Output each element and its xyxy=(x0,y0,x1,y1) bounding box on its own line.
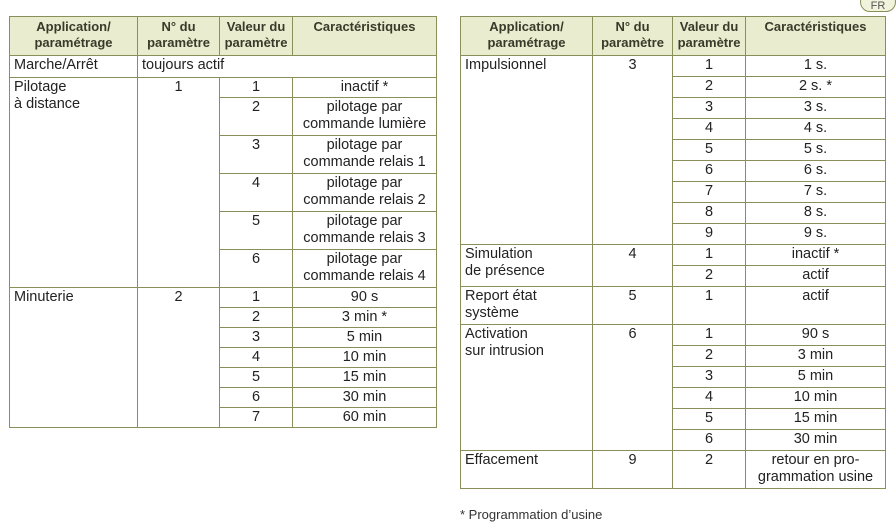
param-value-cell: 1 xyxy=(220,288,293,308)
characteristic-cell: 4 s. xyxy=(746,119,886,140)
characteristic-cell: 10 min xyxy=(293,348,437,368)
param-value-cell: 5 xyxy=(673,409,746,430)
param-value-cell: 3 xyxy=(220,328,293,348)
header-param-number: N° du paramètre xyxy=(593,17,673,56)
param-value-cell: 1 xyxy=(673,287,746,325)
language-badge: FR xyxy=(860,0,896,12)
characteristic-cell: 8 s. xyxy=(746,203,886,224)
characteristic-cell: 10 min xyxy=(746,388,886,409)
param-value-cell: 6 xyxy=(220,388,293,408)
characteristic-cell: 90 s xyxy=(293,288,437,308)
application-cell: Effacement xyxy=(461,451,593,489)
characteristic-cell: inactif * xyxy=(746,245,886,266)
param-value-cell: 6 xyxy=(220,250,293,288)
characteristic-cell: 6 s. xyxy=(746,161,886,182)
param-value-cell: 3 xyxy=(673,367,746,388)
param-number-cell: 4 xyxy=(593,245,673,287)
param-value-cell: 2 xyxy=(673,346,746,367)
header-application: Application/ paramétrage xyxy=(10,17,138,56)
param-number-cell: 2 xyxy=(138,288,220,428)
characteristic-cell: 15 min xyxy=(293,368,437,388)
footnote: * Programmation d’usine xyxy=(460,507,603,522)
characteristic-cell: 3 s. xyxy=(746,98,886,119)
characteristic-cell: pilotage par commande lumière xyxy=(293,98,437,136)
characteristic-cell: 5 s. xyxy=(746,140,886,161)
param-value-cell: 4 xyxy=(673,388,746,409)
table-row xyxy=(10,56,437,78)
param-value-cell: 1 xyxy=(673,245,746,266)
param-value-cell: 2 xyxy=(673,451,746,489)
table-row xyxy=(461,287,886,325)
characteristic-cell: 15 min xyxy=(746,409,886,430)
param-number-cell: 9 xyxy=(593,451,673,489)
characteristic-cell: pilotage par commande relais 4 xyxy=(293,250,437,288)
parameter-table-left xyxy=(9,16,437,428)
characteristic-cell: 30 min xyxy=(293,388,437,408)
param-value-cell: 6 xyxy=(673,161,746,182)
characteristic-cell: 9 s. xyxy=(746,224,886,245)
application-cell: Impulsionnel xyxy=(461,56,593,245)
application-cell: Simulation de présence xyxy=(461,245,593,287)
param-value-cell: 1 xyxy=(673,56,746,77)
param-value-cell: 4 xyxy=(673,119,746,140)
application-cell: Pilotage à distance xyxy=(10,78,138,288)
param-number-cell: 1 xyxy=(138,78,220,288)
param-value-cell: 6 xyxy=(673,430,746,451)
characteristic-cell: 90 s xyxy=(746,325,886,346)
header-application: Application/ paramétrage xyxy=(461,17,593,56)
characteristic-cell: inactif * xyxy=(293,78,437,98)
characteristic-cell: 60 min xyxy=(293,408,437,428)
parameter-table-right xyxy=(460,16,886,489)
characteristic-cell: 2 s. * xyxy=(746,77,886,98)
param-value-cell: 9 xyxy=(673,224,746,245)
characteristic-cell: 5 min xyxy=(746,367,886,388)
param-value-cell: 2 xyxy=(673,77,746,98)
table-row xyxy=(461,56,886,77)
characteristic-cell: 3 min xyxy=(746,346,886,367)
header-param-number: N° du paramètre xyxy=(138,17,220,56)
header-characteristics: Caractéristiques xyxy=(746,17,886,56)
param-value-cell: 3 xyxy=(673,98,746,119)
param-number-cell: 6 xyxy=(593,325,673,451)
always-active-cell: toujours actif xyxy=(138,56,437,78)
characteristic-cell: pilotage par commande relais 2 xyxy=(293,174,437,212)
application-cell: Report état système xyxy=(461,287,593,325)
header-characteristics: Caractéristiques xyxy=(293,17,437,56)
param-number-cell: 3 xyxy=(593,56,673,245)
param-value-cell: 7 xyxy=(220,408,293,428)
param-value-cell: 2 xyxy=(673,266,746,287)
param-value-cell: 3 xyxy=(220,136,293,174)
param-value-cell: 4 xyxy=(220,348,293,368)
header-param-value: Valeur du paramètre xyxy=(673,17,746,56)
param-number-cell: 5 xyxy=(593,287,673,325)
table-row xyxy=(461,245,886,266)
param-value-cell: 2 xyxy=(220,98,293,136)
table-row xyxy=(461,325,886,346)
characteristic-cell: 5 min xyxy=(293,328,437,348)
application-cell: Activation sur intrusion xyxy=(461,325,593,451)
characteristic-cell: 30 min xyxy=(746,430,886,451)
param-value-cell: 5 xyxy=(220,368,293,388)
param-value-cell: 2 xyxy=(220,308,293,328)
table-row xyxy=(461,451,886,489)
param-value-cell: 1 xyxy=(673,325,746,346)
header-param-value: Valeur du paramètre xyxy=(220,17,293,56)
param-value-cell: 4 xyxy=(220,174,293,212)
table-row xyxy=(10,288,437,308)
characteristic-cell: 3 min * xyxy=(293,308,437,328)
characteristic-cell: retour en pro- grammation usine xyxy=(746,451,886,489)
table-header-row xyxy=(10,17,437,56)
characteristic-cell: pilotage par commande relais 1 xyxy=(293,136,437,174)
application-cell: Minuterie xyxy=(10,288,138,428)
characteristic-cell: 7 s. xyxy=(746,182,886,203)
param-value-cell: 1 xyxy=(220,78,293,98)
param-value-cell: 5 xyxy=(673,140,746,161)
characteristic-cell: actif xyxy=(746,266,886,287)
param-value-cell: 7 xyxy=(673,182,746,203)
param-value-cell: 8 xyxy=(673,203,746,224)
table-header-row xyxy=(461,17,886,56)
characteristic-cell: 1 s. xyxy=(746,56,886,77)
characteristic-cell: pilotage par commande relais 3 xyxy=(293,212,437,250)
param-value-cell: 5 xyxy=(220,212,293,250)
table-row xyxy=(10,78,437,98)
application-cell: Marche/Arrêt xyxy=(10,56,138,78)
characteristic-cell: actif xyxy=(746,287,886,325)
